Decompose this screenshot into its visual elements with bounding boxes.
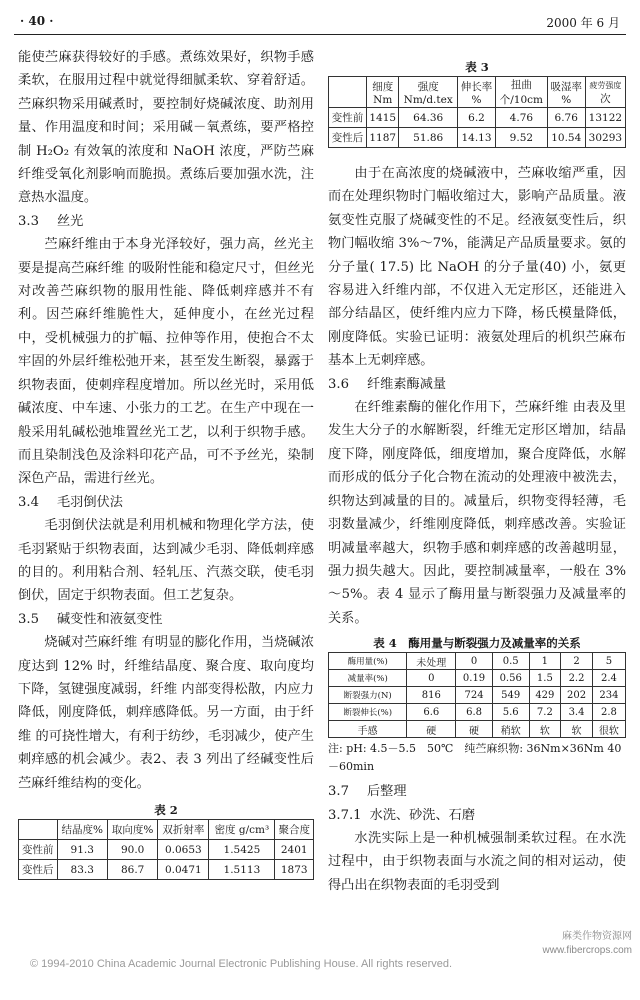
header-unit: % bbox=[471, 93, 482, 106]
section-heading-3-5 bbox=[18, 608, 314, 631]
section-number: 3.6 bbox=[328, 376, 349, 392]
table-header-cell: 结晶度% bbox=[57, 820, 107, 840]
table-cell: 很软 bbox=[592, 721, 625, 738]
table-4-block bbox=[328, 634, 626, 776]
section-title: 后整理 bbox=[366, 784, 407, 800]
table-cell: 30293 bbox=[585, 128, 625, 148]
table-caption: 表 2 bbox=[154, 803, 178, 817]
table-cell: 1 bbox=[529, 653, 561, 670]
table-cell: 5.6 bbox=[492, 704, 529, 721]
table-cell: 14.13 bbox=[458, 128, 496, 148]
table-header-cell: 聚合度 bbox=[275, 820, 314, 840]
section-title: 纤维素酶减量 bbox=[366, 376, 447, 392]
table-cell: 变性后 bbox=[329, 128, 367, 148]
copyright-watermark: © 1994-2010 China Academic Journal Electronic Publishing House. All rights reserved. bbox=[30, 958, 453, 970]
section-heading-3-4 bbox=[18, 491, 314, 514]
site-logo bbox=[540, 930, 632, 958]
table-row bbox=[329, 128, 626, 148]
header-unit: % bbox=[561, 93, 572, 106]
table-cell: 13122 bbox=[585, 108, 625, 128]
table-row bbox=[19, 840, 314, 860]
table-2 bbox=[18, 819, 314, 880]
table-row bbox=[329, 704, 626, 721]
header-unit: 个/10cm bbox=[499, 94, 543, 106]
table-cell: 816 bbox=[407, 687, 456, 704]
table-cell: 6.6 bbox=[407, 704, 456, 721]
table-cell: 1415 bbox=[367, 108, 399, 128]
header-line: 吸湿率 bbox=[550, 80, 582, 93]
table-row-header: 断裂伸长(%) bbox=[329, 704, 407, 721]
table-cell: 83.3 bbox=[57, 860, 107, 880]
table-cell: 0.0653 bbox=[158, 840, 209, 860]
section-title: 毛羽倒伏法 bbox=[56, 494, 123, 510]
section-number: 3.3 bbox=[18, 213, 39, 229]
table-cell: 202 bbox=[561, 687, 593, 704]
table-cell: 234 bbox=[592, 687, 625, 704]
section-heading-3-7-1 bbox=[328, 804, 626, 827]
table-3 bbox=[328, 76, 626, 148]
section-title: 水洗、砂洗、石磨 bbox=[369, 807, 476, 823]
left-column bbox=[18, 46, 314, 880]
table-header-cell: 双折射率 bbox=[158, 820, 209, 840]
table-cell: 724 bbox=[456, 687, 493, 704]
table-cell: 硬 bbox=[456, 721, 493, 738]
table-row-header: 断裂强力(N) bbox=[329, 687, 407, 704]
paragraph-liquid-ammonia: 由于在高浓度的烧碱液中，苎麻收缩严重，因而在处理织物时门幅收缩过大，影响产品质量。液氨变性克服了烧碱变性的不足。经液氨变性后，织物门幅收缩 3%～7%，能满足产品质量要求。氨的分子量( 17.5) 比 NaOH 的分子量(40) 小，氨更容易进入纤维内部，不仅进入无定形区，还能进入部分结晶区，使纤维内应力下降，杨氏模量降低，刚度降低。实验已证明：液氨处理后的机织苎麻布基本上无刺痒感。 bbox=[328, 166, 626, 369]
table-cell: 变性前 bbox=[19, 840, 58, 860]
table-cell: 3.4 bbox=[561, 704, 593, 721]
table-cell: 2401 bbox=[275, 840, 314, 860]
table-cell: 0.5 bbox=[492, 653, 529, 670]
table-cell: 9.52 bbox=[496, 128, 548, 148]
paragraph-cellulase: 在纤维素酶的催化作用下，苎麻纤维 由表及里发生大分子的水解断裂，纤维无定形区增加，结晶度下降，刚度降低，细度增加，聚合度降低，水解而形成的低分子化合物在流动的处理液中被洗去，织物达到减量的目的。减量后，织物变得轻薄，毛羽数量减少，纤维刚度降低，刺痒感改善。实验证明减量率越大，织物手感和刺痒感的改善越明显，强力损失越大。因此，要控制减量率，一般在 3%～5%。表 4 显示了酶用量与断裂强力及减量率的关系。 bbox=[328, 400, 626, 626]
table-row-header: 酶用量(%) bbox=[329, 653, 407, 670]
table-cell: 0.19 bbox=[456, 670, 493, 687]
section-number: 3.4 bbox=[18, 494, 39, 510]
table-cell: 2.4 bbox=[592, 670, 625, 687]
table-cell: 91.3 bbox=[57, 840, 107, 860]
table-3-block bbox=[328, 58, 626, 148]
table-cell: 86.7 bbox=[107, 860, 157, 880]
header-line: 扭曲 bbox=[510, 79, 532, 91]
table-header-cell bbox=[458, 77, 496, 108]
table-cell: 7.2 bbox=[529, 704, 561, 721]
page-header bbox=[14, 10, 626, 34]
table-cell: 2.2 bbox=[561, 670, 593, 687]
table-cell: 429 bbox=[529, 687, 561, 704]
paragraph-mercerizing: 苎麻纤维由于本身光泽较好，强力高，丝光主要是提高苎麻纤维 的吸附性能和稳定尺寸，但丝光对改善苎麻织物的服用性能、降低刺痒感并不有利。因苎麻纤维脆性大，延伸度小，在丝光过程中，受机械强力的扩幅、拉伸等作用，使抱合不太牢固的外层纤维松弛开来，甚至发生断裂，暴露于织物表面，使刺痒程度增加。所以丝光时，采用低碱浓度、中车速、小张力的工艺。在生产中现在一般采用轧碱松弛堆置丝光工艺，以利于织物手感。而且染制浅色及涂料印花产品，可不予丝光，染制深色产品，需进行丝光。 bbox=[18, 237, 314, 487]
table-row bbox=[329, 670, 626, 687]
table-header-cell bbox=[399, 77, 458, 108]
paragraph-hairiness: 毛羽倒伏法就是利用机械和物理化学方法，使毛羽紧贴于织物表面，达到减少毛羽、降低刺痒感的目的。利用粘合剂、轻轧压、汽蒸交联，使毛羽倒伏，固定于织物表面。但工艺复杂。 bbox=[18, 518, 314, 604]
section-heading-3-7 bbox=[328, 780, 626, 803]
issue-date: 2000 年 6 月 bbox=[546, 16, 620, 30]
table-cell: 2 bbox=[561, 653, 593, 670]
site-logo-url: www.fibercrops.com bbox=[542, 945, 632, 956]
table-cell: 5 bbox=[592, 653, 625, 670]
section-heading-3-3 bbox=[18, 210, 314, 233]
table-cell: 10.54 bbox=[547, 128, 585, 148]
table-caption: 表 3 bbox=[465, 60, 489, 74]
header-line: 疲劳强度 bbox=[589, 80, 622, 90]
table-cell: 稍软 bbox=[492, 721, 529, 738]
table-4 bbox=[328, 652, 626, 738]
table-row bbox=[329, 687, 626, 704]
paragraph-scouring: 能使苎麻获得较好的手感。煮练效果好，织物手感柔软，在服用过程中就觉得细腻柔软、穿着舒适。苎麻织物采用碱煮时，要控制好烧碱浓度、助剂用量、作用温度和时间；采用碱－氧煮练，要严格控制 H₂O₂ 有效氧的浓度和 NaOH 浓度，严防苎麻纤维受氧化剂影响而脆损。煮练后要加强水洗，注意热水温度。 bbox=[18, 50, 314, 206]
table-cell: 90.0 bbox=[107, 840, 157, 860]
header-line: 强度 bbox=[417, 80, 439, 93]
table-caption: 表 4 酶用量与断裂强力及减量率的关系 bbox=[373, 636, 581, 651]
table-header-cell bbox=[329, 77, 367, 108]
header-line: 伸长率 bbox=[460, 80, 493, 93]
table-cell: 0 bbox=[456, 653, 493, 670]
table-cell: 0.0471 bbox=[158, 860, 209, 880]
page-number: · 40 · bbox=[20, 14, 54, 28]
table-note: 注: pH: 4.5－5.5 50℃ 纯苎麻织物: 36Nm×36Nm 40－60min bbox=[328, 742, 622, 774]
table-cell: 硬 bbox=[407, 721, 456, 738]
section-title: 丝光 bbox=[56, 213, 84, 229]
table-row-header: 手感 bbox=[329, 721, 407, 738]
table-header-cell bbox=[367, 77, 399, 108]
table-row bbox=[329, 721, 626, 738]
table-cell: 变性后 bbox=[19, 860, 58, 880]
section-title: 碱变性和液氨变性 bbox=[56, 611, 163, 627]
header-line: 细度 bbox=[372, 80, 394, 93]
table-cell: 1.5425 bbox=[209, 840, 275, 860]
table-header-cell: 密度 g/cm³ bbox=[209, 820, 275, 840]
table-cell: 未处理 bbox=[407, 653, 456, 670]
table-cell: 6.2 bbox=[458, 108, 496, 128]
header-unit: Nm/d.tex bbox=[403, 93, 453, 106]
table-cell: 549 bbox=[492, 687, 529, 704]
table-cell: 软 bbox=[561, 721, 593, 738]
paragraph-alkali-modification: 烧碱对苎麻纤维 有明显的膨化作用，当烧碱浓度达到 12% 时，纤维结晶度、聚合度、取向度均下降，氢键强度减弱，纤维 内部变得松散，内应力降低，刚度降低，刺痒感降低。另一方面，由于纤维 的可挠性增大，有利于纺纱，毛羽减少，使产生刺痒感的机会减少。表2、表 3 列出了经碱变性后苎麻纤维结构的变化。 bbox=[18, 635, 314, 791]
site-logo-name: 麻类作物资源网 bbox=[562, 931, 632, 942]
table-cell: 1187 bbox=[367, 128, 399, 148]
table-cell: 2.8 bbox=[592, 704, 625, 721]
table-2-block bbox=[18, 801, 314, 880]
table-cell: 1873 bbox=[275, 860, 314, 880]
paragraph-washing: 水洗实际上是一种机械强制柔软过程。在水洗过程中，由于织物表面与水流之间的相对运动，使得凸出在织物表面的毛羽受到 bbox=[328, 830, 626, 893]
table-cell: 6.8 bbox=[456, 704, 493, 721]
table-row bbox=[329, 653, 626, 670]
section-number: 3.7.1 bbox=[328, 807, 362, 823]
table-header-cell: 取向度% bbox=[107, 820, 157, 840]
table-header-cell bbox=[585, 77, 625, 108]
table-header-cell bbox=[547, 77, 585, 108]
table-cell: 0 bbox=[407, 670, 456, 687]
header-unit: Nm bbox=[373, 93, 393, 106]
right-column bbox=[328, 58, 626, 897]
section-heading-3-6 bbox=[328, 373, 626, 396]
table-cell: 64.36 bbox=[399, 108, 458, 128]
section-number: 3.7 bbox=[328, 784, 349, 800]
table-cell: 1.5113 bbox=[209, 860, 275, 880]
table-cell: 软 bbox=[529, 721, 561, 738]
table-row bbox=[19, 860, 314, 880]
table-header-cell bbox=[19, 820, 58, 840]
table-header-cell bbox=[496, 77, 548, 108]
table-cell: 51.86 bbox=[399, 128, 458, 148]
table-cell: 6.76 bbox=[547, 108, 585, 128]
table-cell: 4.76 bbox=[496, 108, 548, 128]
table-cell: 0.56 bbox=[492, 670, 529, 687]
table-row bbox=[329, 108, 626, 128]
table-cell: 1.5 bbox=[529, 670, 561, 687]
section-number: 3.5 bbox=[18, 611, 39, 627]
table-row-header: 减量率(%) bbox=[329, 670, 407, 687]
table-cell: 变性前 bbox=[329, 108, 367, 128]
header-rule bbox=[14, 34, 626, 35]
header-unit: 次 bbox=[600, 92, 611, 105]
